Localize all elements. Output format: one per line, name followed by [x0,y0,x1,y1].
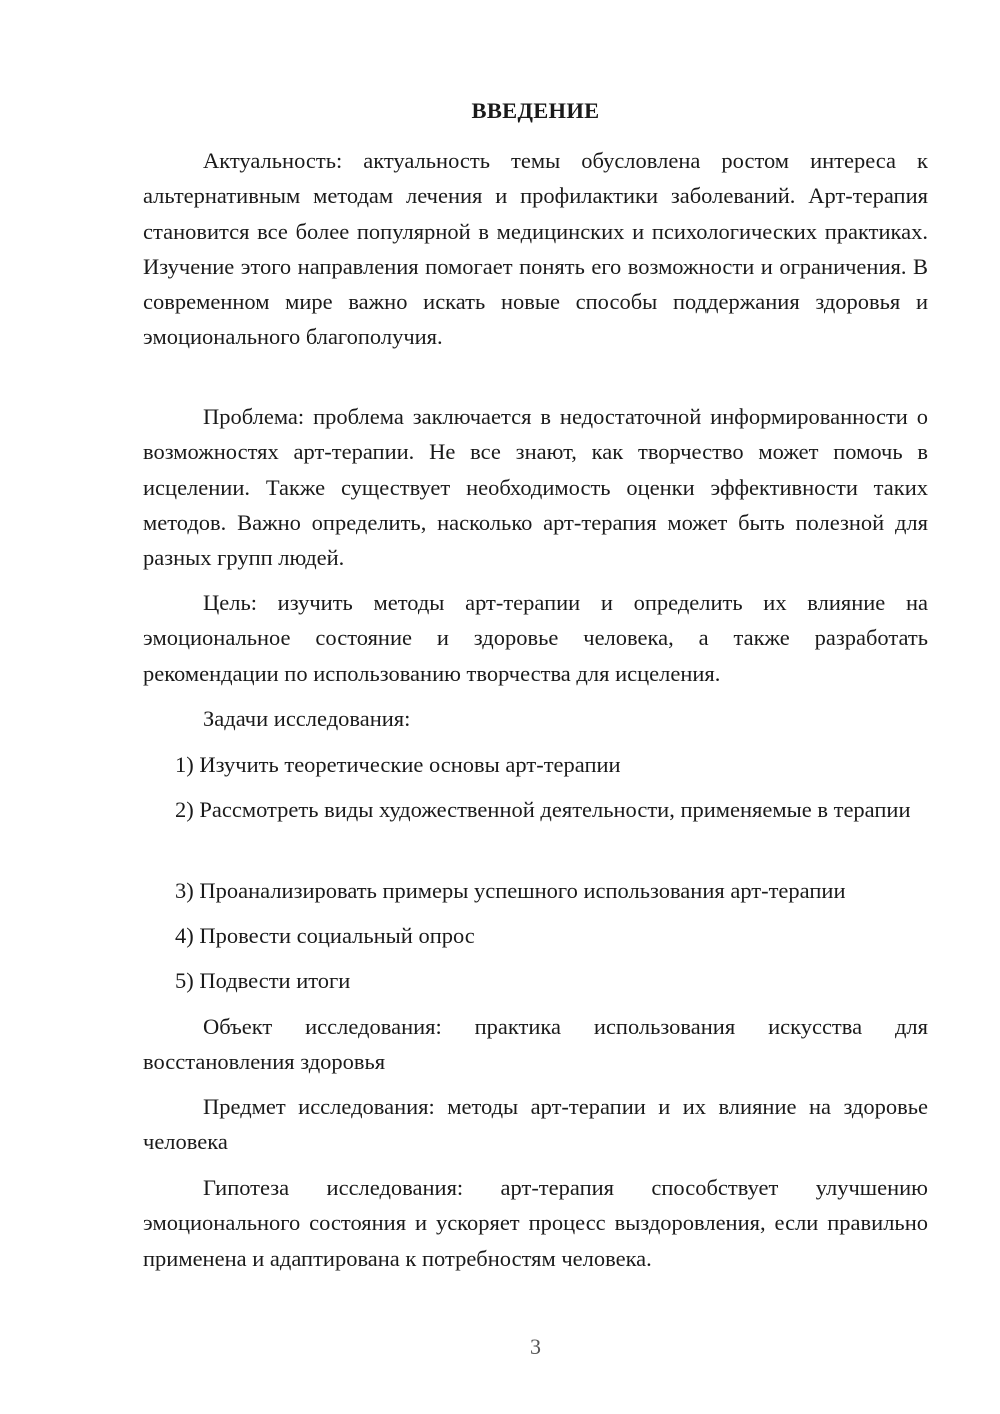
task-item-3: 3) Проанализировать примеры успешного использования арт-терапии [175,878,846,903]
relevance-paragraph: Актуальность: актуальность темы обусловлена ростом интереса к альтернативным методам лечения и профилактики заболеваний. Арт-терапия становится все более популярной в медицинских и психологических практиках. Изучение этого направления помогает понять его возможности и ограничения. В современном мире важно искать новые способы поддержания здоровья и эмоционального благополучия. [143,148,928,350]
task-item-4: 4) Провести социальный опрос [175,923,475,948]
problem-paragraph: Проблема: проблема заключается в недостаточной информированности о возможностях арт-терапии. Не все знают, как творчество может помочь в исцелении. Также существует необходимость оценки эффективности таких методов. Важно определить, насколько арт-терапия может быть полезной для разных групп людей. [143,404,928,571]
task-item-2: 2) Рассмотреть виды художественной деятельности, применяемые в терапии [175,797,911,822]
task-item-1: 1) Изучить теоретические основы арт-терапии [175,752,621,777]
document-page [143,0,928,1414]
goal-paragraph: Цель: изучить методы арт-терапии и определить их влияние на эмоциональное состояние и здоровье человека, а также разработать рекомендации по использованию творчества для исцеления. [143,590,928,686]
tasks-heading: Задачи исследования: [203,706,411,731]
object-paragraph: Объект исследования: практика использования искусства для восстановления здоровья [143,1014,928,1075]
hypothesis-paragraph: Гипотеза исследования: арт-терапия способствует улучшению эмоционального состояния и ускоряет процесс выздоровления, если правильно применена и адаптирована к потребностям человека. [143,1175,928,1271]
task-item-5: 5) Подвести итоги [175,968,351,993]
page-number: 3 [530,1334,541,1359]
subject-paragraph: Предмет исследования: методы арт-терапии и их влияние на здоровье человека [143,1094,928,1155]
page-title: ВВЕДЕНИЕ [471,98,600,123]
